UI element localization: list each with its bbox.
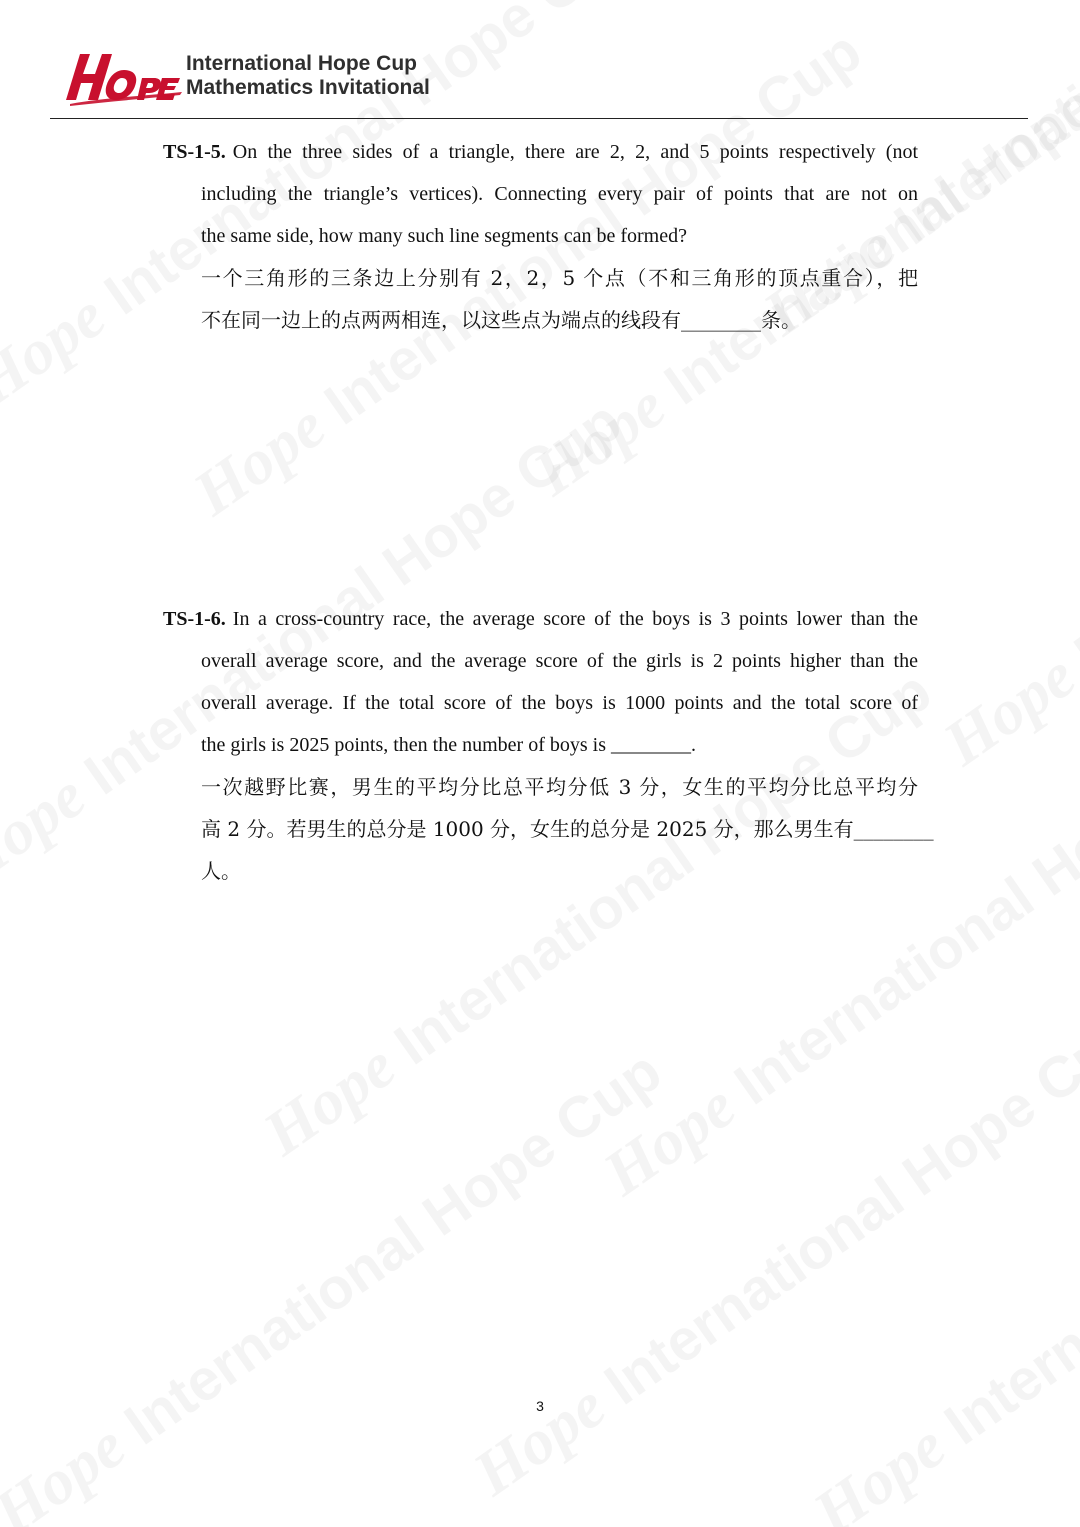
problem-line: including the triangle’s vertices). Connecting every pair of points that are not on bbox=[201, 183, 918, 205]
problem-label: TS-1-5. bbox=[163, 141, 226, 163]
brand-line-2: Mathematics Invitational bbox=[186, 76, 430, 99]
page-header bbox=[50, 40, 1028, 120]
watermark-text bbox=[460, 993, 1080, 1510]
problem-ts-1-5 bbox=[163, 131, 918, 341]
problem-label: TS-1-6. bbox=[163, 608, 226, 630]
watermark-text bbox=[0, 1033, 675, 1527]
problem-line: the girls is 2025 points, then the number of boys is ________. bbox=[201, 734, 696, 756]
problem-text: On the three sides of a triangle, there are 2, 2, and 5 points respectively (not bbox=[232, 141, 918, 163]
problem-line: overall average score, and the average score of the girls is 2 points higher than the bbox=[201, 650, 918, 672]
page-number: 3 bbox=[536, 1398, 544, 1414]
watermark-text bbox=[800, 1033, 1080, 1527]
header-rule bbox=[50, 118, 1028, 119]
brand-line-1: International Hope Cup bbox=[186, 52, 417, 75]
watermark-text bbox=[930, 263, 1080, 780]
problem-line-zh: 一次越野比赛，男生的平均分比总平均分低 3 分，女生的平均分比总平均分 bbox=[201, 775, 918, 799]
problem-line-zh: 高 2 分。若男生的总分是 1000 分，女生的总分是 2025 分，那么男生有________ bbox=[201, 817, 934, 841]
problem-line-zh: 不在同一边上的点两两相连，以这些点为端点的线段有________条。 bbox=[201, 308, 801, 332]
problem-line: overall average. If the total score of the boys is 1000 points and the total score of bbox=[201, 692, 918, 714]
problem-line-zh: 一个三角形的三条边上分别有 2，2，5 个点（不和三角形的顶点重合），把 bbox=[201, 266, 918, 290]
hope-logo bbox=[62, 48, 182, 108]
problem-line bbox=[163, 598, 918, 640]
problem-ts-1-6 bbox=[163, 598, 934, 892]
problem-line: the same side, how many such line segments can be formed? bbox=[201, 225, 687, 247]
brand-name bbox=[186, 52, 430, 100]
problem-line-zh: 人。 bbox=[201, 859, 241, 883]
problem-line bbox=[163, 131, 918, 173]
problem-text: In a cross-country race, the average score of the boys is 3 points lower than the bbox=[232, 608, 918, 630]
